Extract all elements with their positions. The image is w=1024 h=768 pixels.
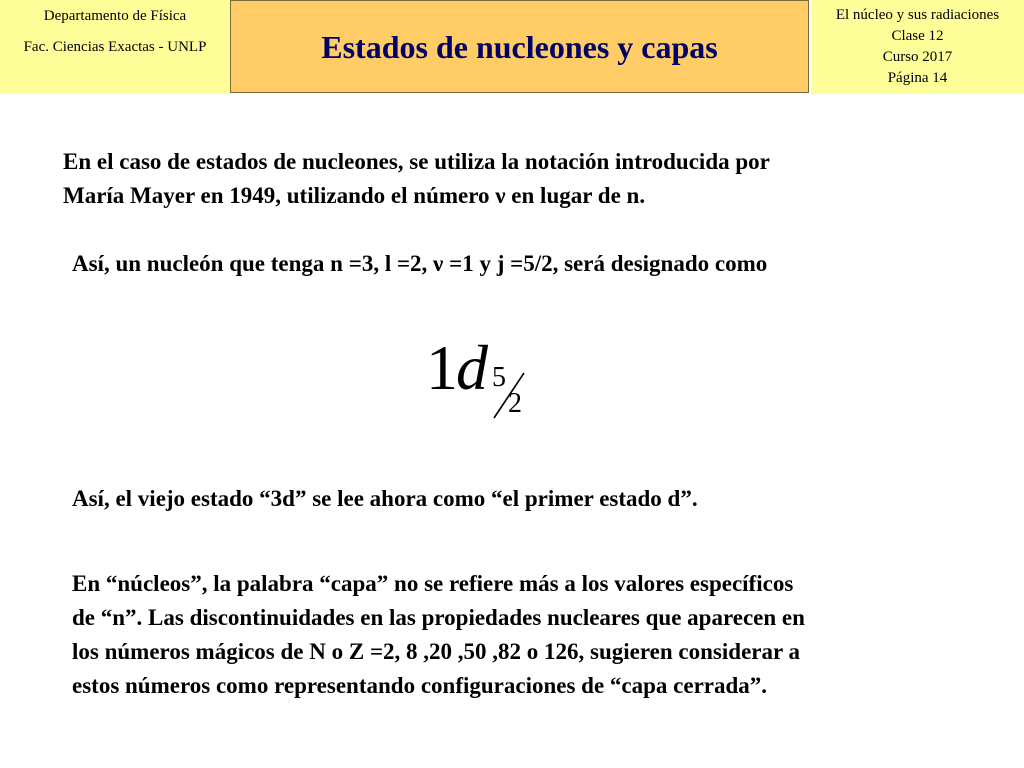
department-label: Departamento de Física: [43, 8, 187, 24]
paragraph-line: estos números como representando configuraciones de “capa cerrada”.: [72, 673, 768, 698]
paragraph-notation: [63, 145, 770, 213]
page-title: Estados de nucleones y capas: [321, 29, 718, 65]
state-notation-formula: [426, 323, 536, 423]
formula-numerator: 5: [492, 362, 506, 393]
header-title-box: [230, 0, 809, 93]
course-name-label: El núcleo y sus radiaciones: [835, 7, 1000, 23]
paragraph-line: María Mayer en 1949, utilizando el número ν en lugar de n.: [63, 183, 646, 208]
paragraph-line: En “núcleos”, la palabra “capa” no se refiere más a los valores específicos: [72, 571, 794, 596]
paragraph-line: de “n”. Las discontinuidades en las propiedades nucleares que aparecen en: [72, 605, 805, 630]
course-year-label: Curso 2017: [882, 49, 953, 65]
header-right-box: [811, 0, 1024, 94]
class-number-label: Clase 12: [891, 28, 944, 44]
page-number-label: Página 14: [887, 70, 948, 86]
faculty-label: Fac. Ciencias Exactas - UNLP: [23, 39, 207, 55]
formula-denominator: 2: [508, 388, 522, 419]
paragraph-shells: [72, 567, 805, 703]
paragraph-line: En el caso de estados de nucleones, se utiliza la notación introducida por: [63, 149, 770, 174]
paragraph-line: los números mágicos de N o Z =2, 8 ,20 ,50 ,82 o 126, sugieren considerar a: [72, 639, 801, 664]
paragraph-example: Así, un nucleón que tenga n =3, l =2, ν =1 y j =5/2, será designado como: [72, 251, 768, 276]
header-left-box: [0, 0, 230, 94]
paragraph-old-state: Así, el viejo estado “3d” se lee ahora como “el primer estado d”.: [72, 486, 698, 511]
formula-number: 1: [426, 332, 458, 403]
formula-letter: d: [456, 332, 488, 403]
